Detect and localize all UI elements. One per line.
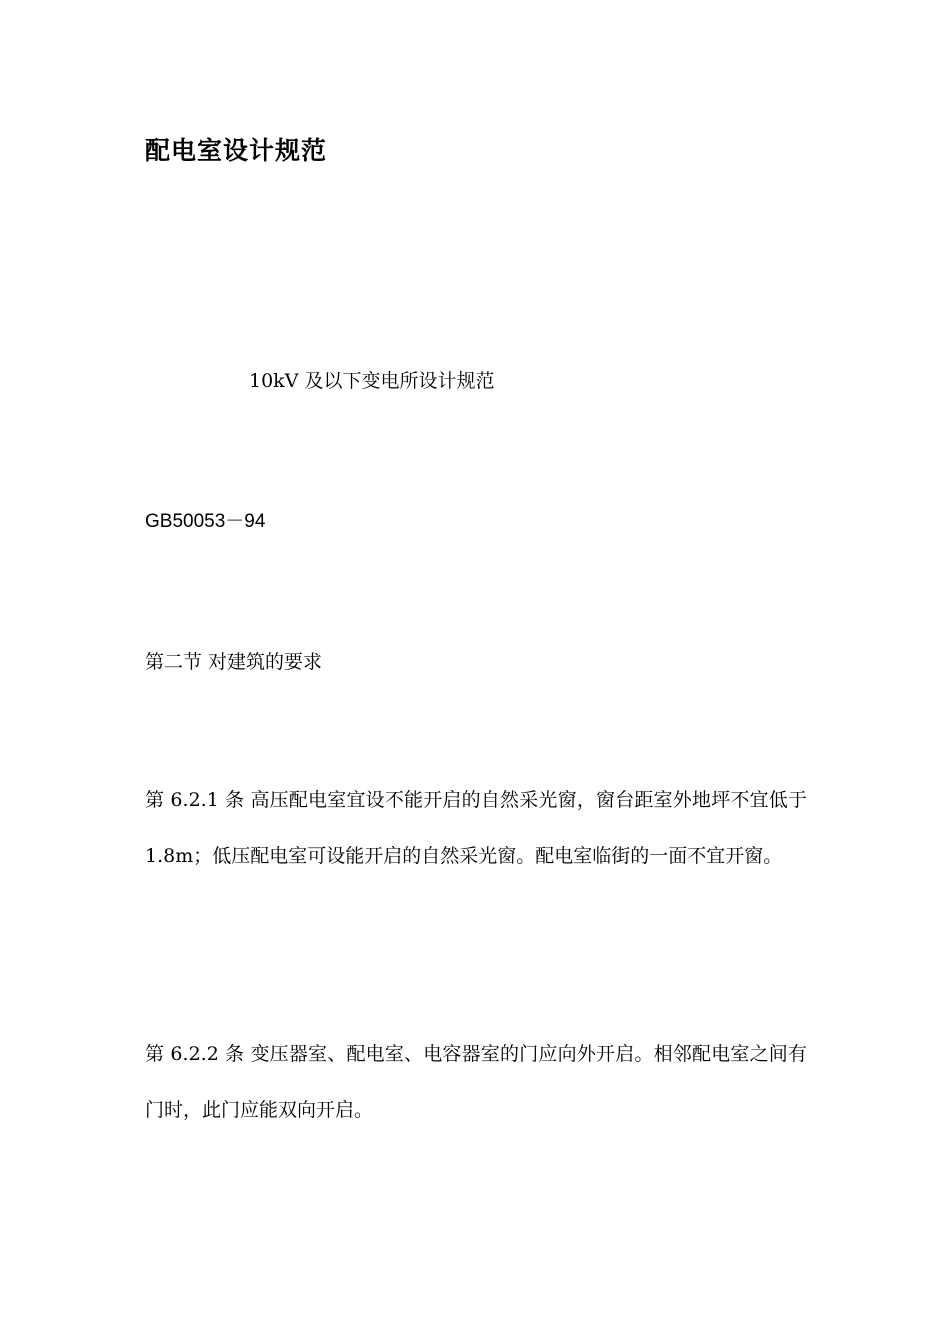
clause-6-2-2: 第 6.2.2 条 变压器室、配电室、电容器室的门应向外开启。相邻配电室之间有门时，此门应能双向开启。 [145,1043,807,1121]
document-title: 配电室设计规范 [145,136,328,165]
clause-6-2-1: 第 6.2.1 条 高压配电室宜设不能开启的自然采光窗，窗台距室外地坪不宜低于 1.8m；低压配电室可设能开启的自然采光窗。配电室临街的一面不宜开窗。 [145,789,807,867]
standard-code: GB50053－94 [145,511,266,532]
standard-name: 10kV 及以下变电所设计规范 [249,370,495,392]
section-heading: 第二节 对建筑的要求 [145,651,323,673]
